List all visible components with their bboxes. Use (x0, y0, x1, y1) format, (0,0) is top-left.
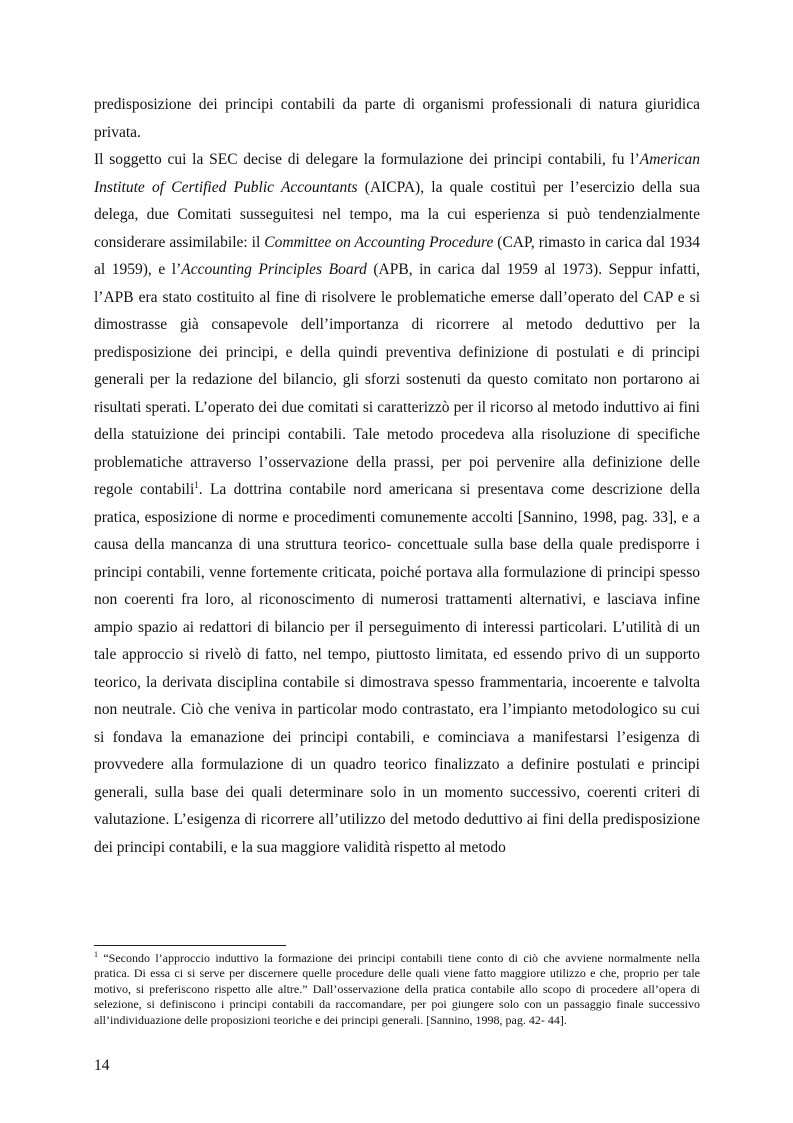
paragraph-text-segment: . La dottrina contabile nord americana si presentava come descrizione della pratica, esposizione di norme e procedimenti comunemente accolti [Sannino, 1998, pag. 33], e a causa della mancanza di una struttura teorico- concettuale sulla base della quale predisporre i principi contabili, venne fortemente criticata, poiché portava alla formulazione di principi spesso non coerenti fra loro, al riconoscimento di numerosi trattamenti alternativi, e lasciava infine ampio spazio ai redattori di bilancio per il perseguimento di interessi particolari. L’utilità di un tale approccio si rivelò di fatto, nel tempo, piuttosto limitata, ed essendo privo di un supporto teorico, la derivata disciplina contabile si dimostrava spesso frammentaria, incoerente e talvolta non neutrale. Ciò che veniva in particolar modo contrastato, era l’impianto metodologico su cui si fondava la emanazione dei principi contabili, e cominciava a manifestarsi l’esigenza di provvedere alla formulazione di un quadro teorico finalizzato a definire postulati e principi generali, sulla base dei quali determinare solo in un momento successivo, coerenti criteri di valutazione. L’esigenza di ricorrere all’utilizzo del metodo deduttivo ai fini della predisposizione dei principi contabili, e la sua maggiore validità rispetto al metodo (94, 481, 700, 856)
footnote-text: “Secondo l’approccio induttivo la formazione dei principi contabili tiene conto di ciò che avviene normalmente nella pratica. Di essa ci si serve per discernere quelle procedure delle quali viene fatto maggiore utilizzo e che, proprio per tale motivo, si preferiscono rispetto alle altre.” Dall’osservazione della pratica contabile allo scopo di procedere all’opera di selezione, si definiscono i principi contabili da raccomandare, per poi giungere solo con un passaggio finale successivo all’individuazione delle proposizioni teoriche e dei principi generali. [Sannino, 1998, pag. 42- 44]. (94, 951, 700, 1027)
paragraph-text-segment: (CAP, rimasto in carica dal 1934 al 1959), e l’ (94, 233, 700, 278)
aicpa-name: American Institute of Certified Public Accountants (94, 151, 700, 196)
page-number: 14 (94, 1057, 110, 1074)
footnote-number: 1 (94, 950, 98, 959)
paragraph-continuation (94, 91, 700, 146)
footnote-reference[interactable]: 1 (194, 479, 199, 490)
paragraph-text-segment: (AICPA), la quale costituì per l’esercizio della sua delega, due Comitati susseguitesi nel tempo, ma la cui esperienza si può tendenzialmente considerare assimilabile: il (94, 178, 700, 251)
paragraph-text-segment: (APB, in carica dal 1959 al 1973). Seppur infatti, l’APB era stato costituito al fine di risolvere le problematiche emerse dall’operato del CAP e si dimostrasse già consapevole dell’importanza di ricorrere al metodo deduttivo per la predisposizione dei principi, e della quindi preventiva definizione di postulati e di principi generali per la redazione del bilancio, gli sforzi sostenuti da questo comitato non portarono ai risultati sperati. L’operato dei due comitati si caratterizzò per il ricorso al metodo induttivo ai fini della statuizione dei principi contabili. Tale metodo procedeva alla risoluzione di specifiche problematiche attraverso l’osservazione della prassi, per poi pervenire alla definizione delle regole contabili (94, 261, 700, 498)
footnote (94, 951, 700, 1028)
paragraph-continuation-text: predisposizione dei principi contabili da parte di organismi professionali di natura giuridica privata. (94, 96, 700, 141)
apb-name: Accounting Principles Board (181, 261, 367, 278)
footnote-separator (94, 945, 286, 946)
cap-name: Committee on Accounting Procedure (264, 233, 494, 251)
body-text (94, 91, 700, 861)
paragraph-text-segment: Il soggetto cui la SEC decise di delegare la formulazione dei principi contabili, fu l’ (94, 151, 640, 168)
paragraph-sec-aicpa (94, 146, 700, 861)
